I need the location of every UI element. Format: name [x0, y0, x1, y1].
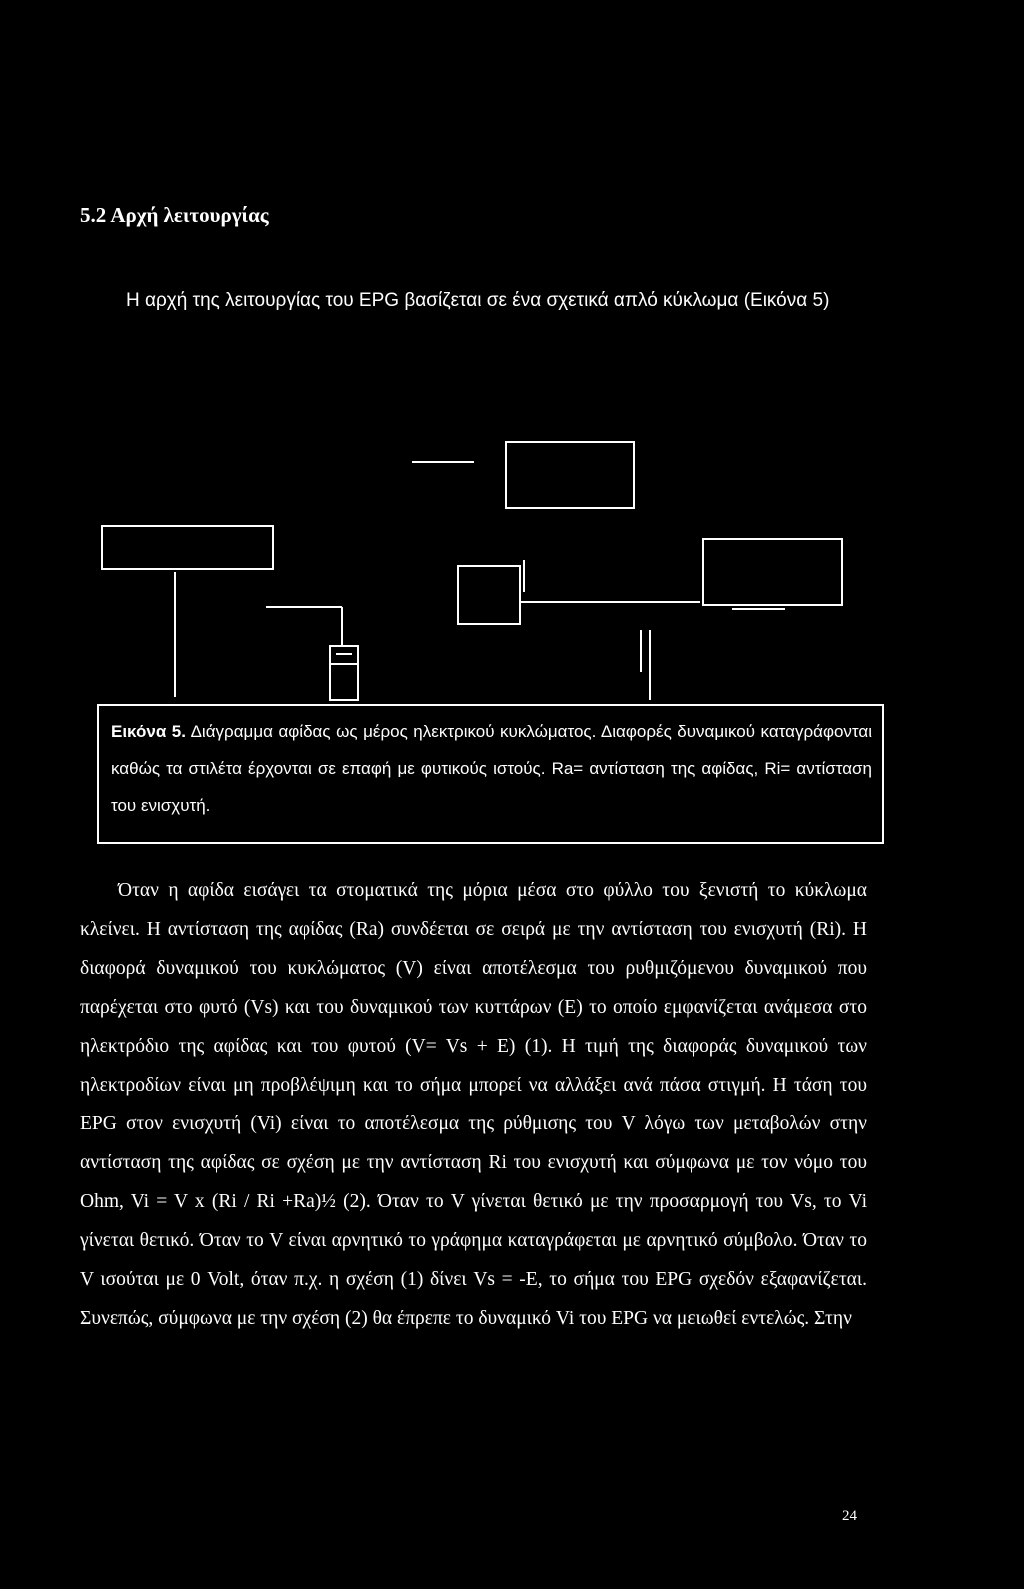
middle-box — [458, 566, 520, 624]
section-heading: 5.2 Αρχή λειτουργίας — [80, 203, 269, 227]
circuit-diagram — [0, 0, 1024, 705]
right-box — [703, 539, 842, 605]
figure-caption: Διάγραμμα αφίδας ως μέρος ηλεκτρικού κυκλώματος. Διαφορές δυναμικού καταγράφονται καθώς τα στιλέτα έρχονται σε επαφή με φυτικούς ιστούς. Ra= αντίσταση της αφίδας, Ri= αντίσταση του ενισχυτή. — [111, 722, 873, 815]
left-box — [102, 526, 273, 569]
figure-label: Εικόνα 5. — [111, 722, 186, 741]
top-box — [506, 442, 634, 508]
body-paragraph: Όταν η αφίδα εισάγει τα στοματικά της μόρια μέσα στο φύλλο του ξενιστή το κύκλωμα κλείνει. Η αντίσταση της αφίδας (Ra) συνδέεται σε σειρά με την αντίσταση του ενισχυτή (Ri). Η διαφορά δυναμικού του κυκλώματος (V) είναι αποτέλεσμα του ρυθμιζόμενου δυναμικού που παρέχεται στο φυτό (Vs) και του δυναμικού των κυττάρων (E) το οποίο εμφανίζεται ανάμεσα στο ηλεκτρόδιο της αφίδας και του φυτού (V= Vs + E) (1). Η τιμή της διαφοράς δυναμικού των ηλεκτροδίων είναι μη προβλέψιμη και το σήμα μπορεί να αλλάξει ανά πάσα στιγμή. Η τάση του EPG στον ενισχυτή (Vi) είναι το αποτέλεσμα της ρύθμισης του V λόγω των μεταβολών στην αντίσταση της αφίδας σε σχέση με την αντίσταση Ri του ενισχυτή και σύμφωνα με τον νόμο του Ohm, Vi = V x (Ri / Ri +Ra)½ (2). Όταν το V γίνεται θετικό με την προσαρμογή του Vs, το Vi γίνεται θετικό. Όταν το V είναι αρνητικό το γράφημα καταγράφεται με αρνητικό σύμβολο. Όταν το V ισούται με 0 Volt, όταν π.χ. η σχέση (1) δίνει Vs = -E, το σήμα του EPG σχεδόν εξαφανίζεται. Συνεπώς, σύμφωνα με την σχέση (2) θα έπρεπε το δυναμικό Vi του EPG να μειωθεί εντελώς. Στην — [80, 880, 867, 1329]
page-number: 24 — [842, 1508, 857, 1524]
intro-paragraph: Η αρχή της λειτουργίας του EPG βασίζεται σε ένα σχετικά απλό κύκλωμα (Εικόνα 5) — [126, 290, 830, 311]
figure-caption-box — [97, 704, 884, 844]
